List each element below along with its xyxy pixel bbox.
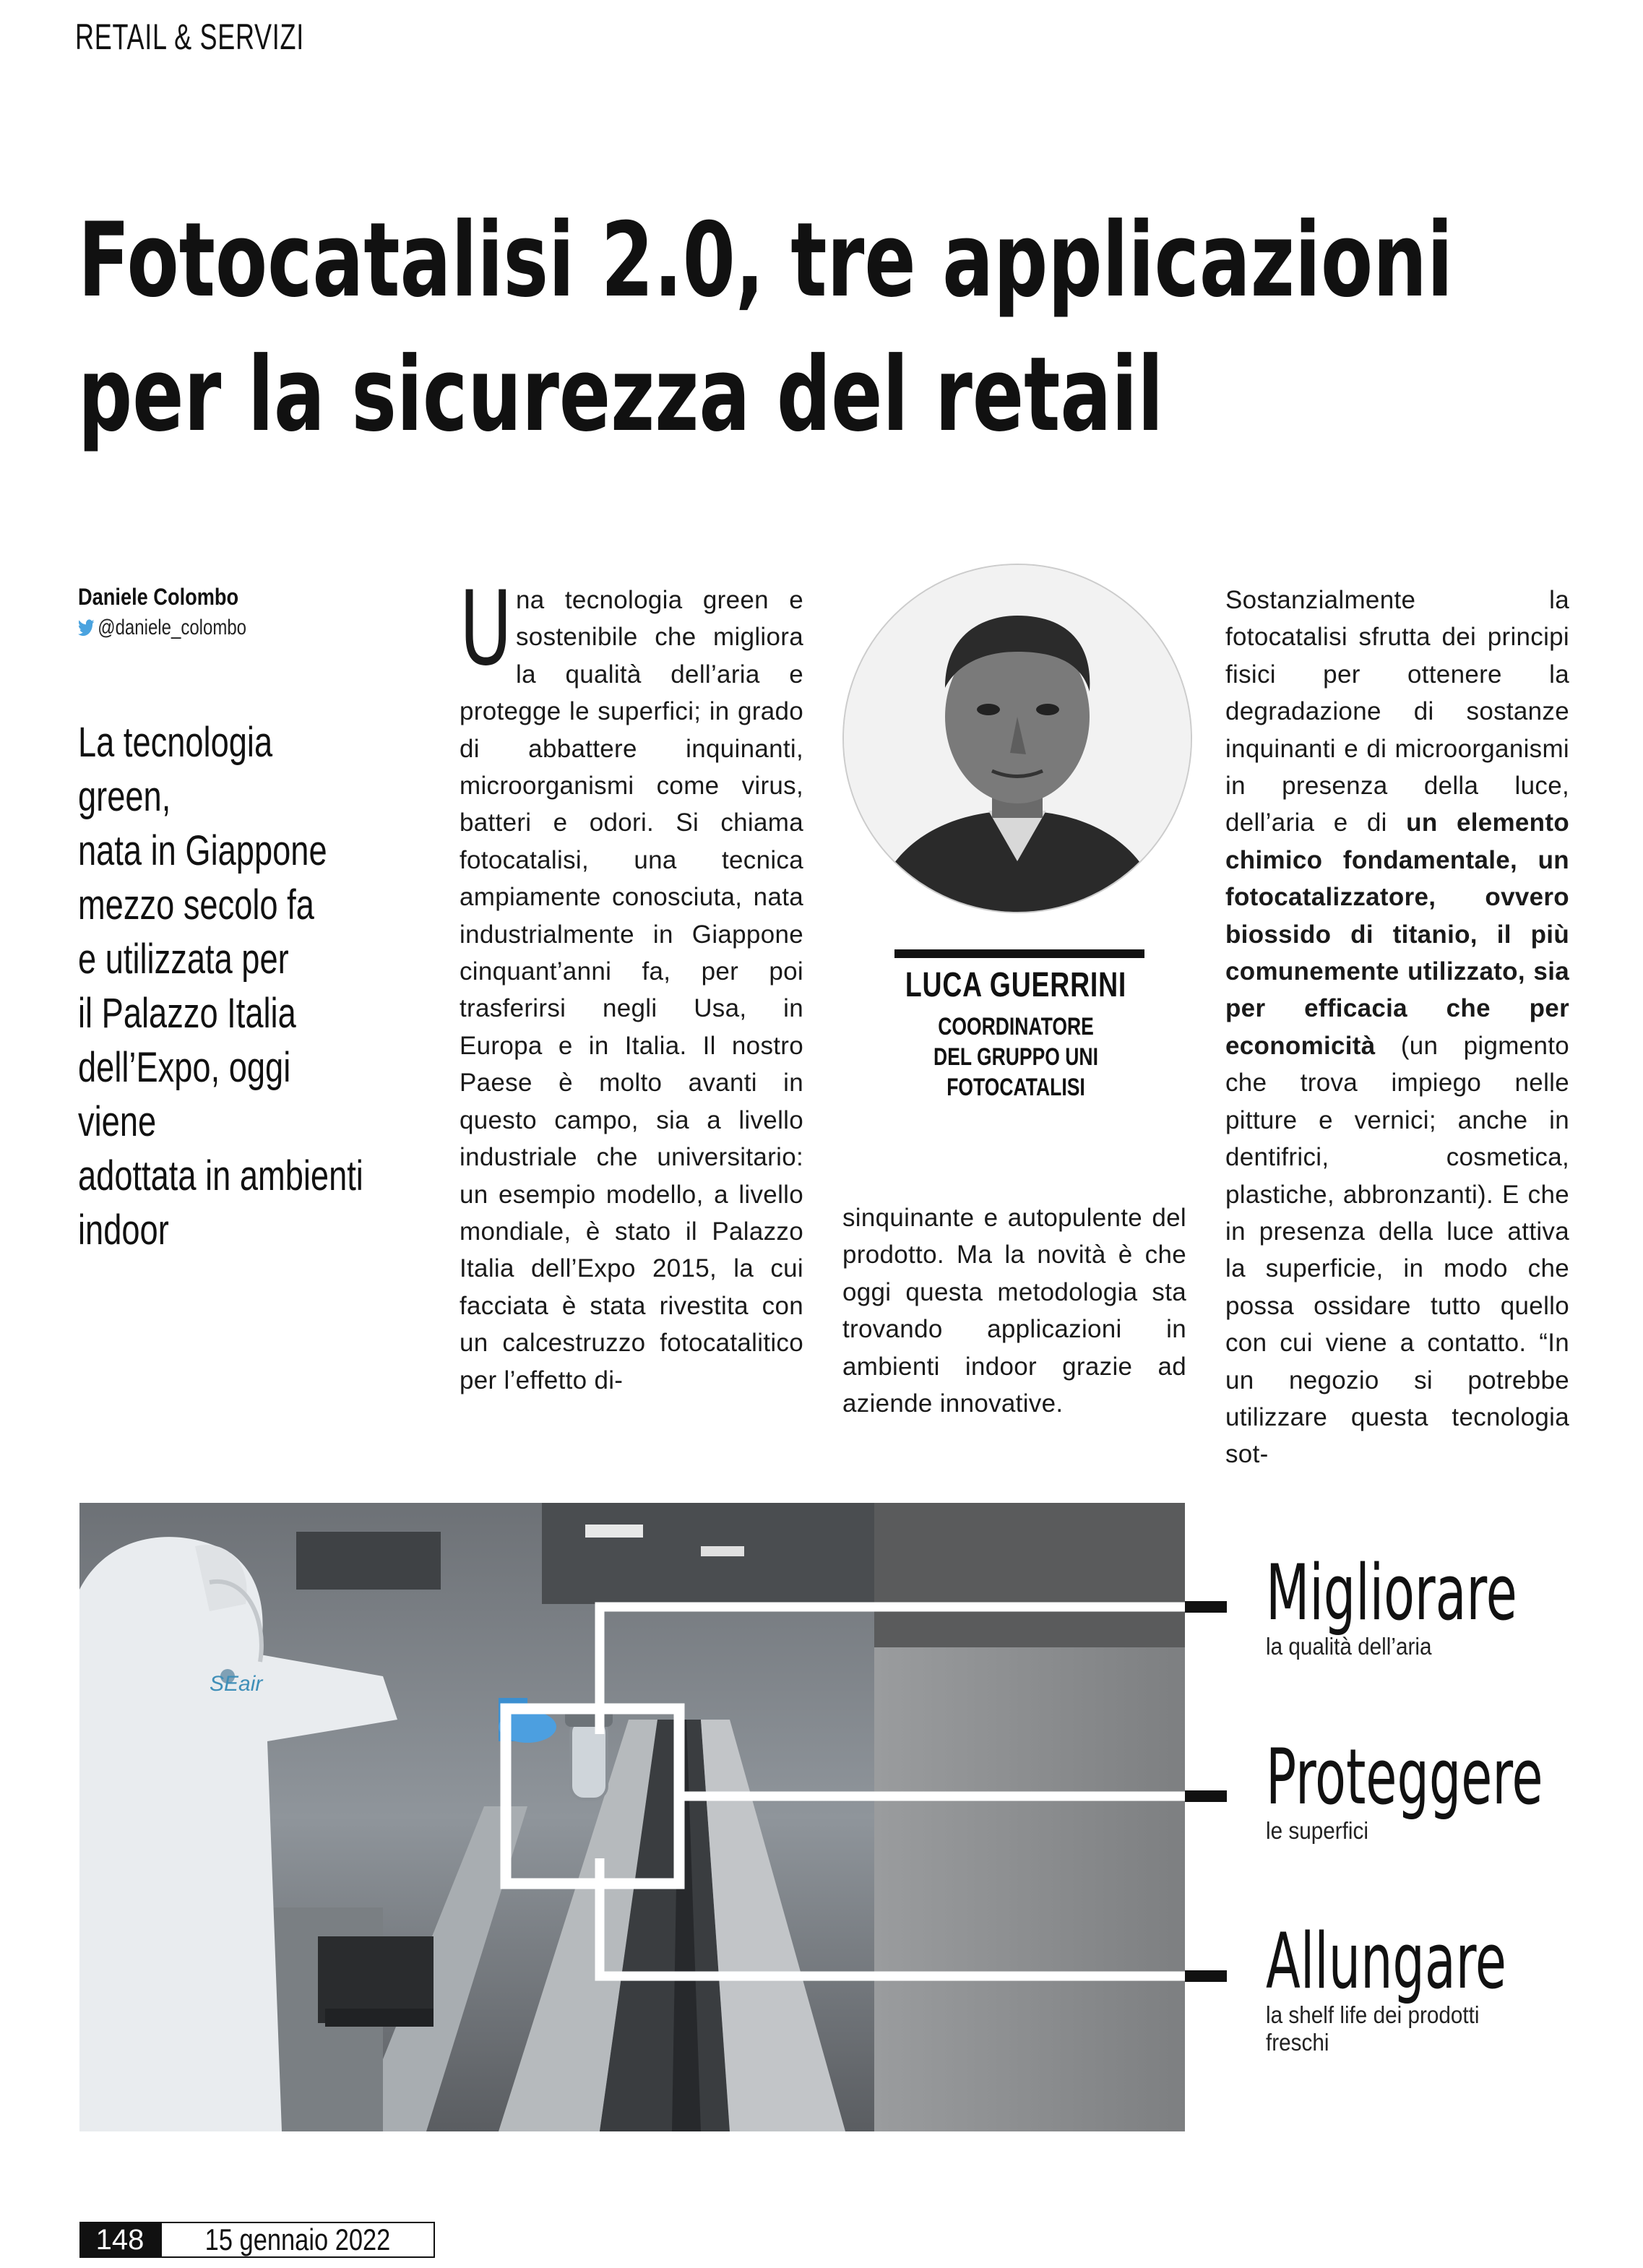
benefit-subtitle: freschi: [1266, 2029, 1329, 2056]
benefit-subtitle: la qualità dell’aria: [1266, 1633, 1432, 1660]
standfirst-line: il Palazzo Italia: [78, 990, 296, 1037]
body-text: sinquinante e autopulente del prodotto. Ma la novità è che oggi questa metodologia sta trovando applicazioni in ambienti indoor grazie ad aziende innovative.: [842, 1204, 1186, 1418]
author-handle[interactable]: @daniele_colombo: [98, 616, 247, 639]
benefit-title: Migliorare: [1266, 1548, 1517, 1637]
standfirst-line: indoor: [78, 1207, 169, 1254]
body-text: Sostanzialmente la fotocatalisi sfrutta dei principi fisici per ottenere la degradazione di sostanze inquinanti e di microorganismi in presenza della luce, dell’aria e di un elemento chimico fondamentale, un fotocatalizzatore, ovvero biossido di titanio, il più comunemente utilizzato, sia per efficacia che per economicità (un pigmento che trova impiego nelle pitture e vernici; anche in dentifrici, cosmetica, plastiche, abbronzanti). E che in presenza della luce attiva la superficie, in modo che possa ossidare tutto quello con cui viene a contatto. “In un negozio si potrebbe utilizzare questa tecnologia sot-: [1225, 586, 1569, 1469]
headline-line-2: per la sicurezza del retail: [78, 335, 1164, 454]
portrait-role-line: DEL GRUPPO UNI: [933, 1043, 1098, 1071]
suit-logo: SEair: [210, 1672, 263, 1696]
body-text: na tecnologia green e sostenibile che migliora la qualità dell’aria e protegge le superfici; in grado di abbattere inquinanti, microorganismi come virus, batteri e odori. Si chiama fotocatalisi, una tecnica ampiamente conosciuta, nata industrialmente in Giappone cinquant’anni fa, per poi trasferirsi negli Usa, in Europa e in Italia. Il nostro Paese è molto avanti in questo campo, sia a livello industriale che universitario: un esempio modello, a livello mondiale, è stato il Palazzo Italia dell’Expo 2015, la cui facciata è stata rivestita con un calcestruzzo fotocatalitico per l’effetto di-: [460, 586, 803, 1394]
author-name: Daniele Colombo: [78, 584, 239, 610]
body-emphasis: un elemento chimico fondamentale, un fotocatalizzatore, ovvero biossido di titanio, il più comunemente utilizzato, sia per efficacia che per economicità: [1225, 809, 1569, 1060]
page-number: 148: [79, 2222, 160, 2258]
callout-markers: [1185, 1601, 1227, 1982]
benefit-title: Proteggere: [1266, 1733, 1543, 1821]
drop-cap: U: [460, 569, 512, 689]
standfirst-line: adottata in ambienti: [78, 1152, 363, 1199]
benefit-migliorare: [1266, 1548, 1643, 1660]
standfirst-line: nata in Giappone: [78, 827, 327, 874]
section-label: RETAIL & SERVIZI: [75, 17, 304, 57]
standfirst-line: dell’Expo, oggi viene: [78, 1044, 291, 1145]
benefit-title: Allungare: [1266, 1917, 1506, 2006]
callout-connectors: [506, 1607, 1188, 1976]
issue-date: 15 gennaio 2022: [204, 2222, 391, 2256]
standfirst-line: e utilizzata per: [78, 936, 289, 983]
portrait-role-line: COORDINATORE: [938, 1013, 1094, 1040]
standfirst-line: La tecnologia green,: [78, 719, 273, 820]
benefit-allungare: [1266, 1917, 1630, 2056]
portrait-role-line: FOTOCATALISI: [946, 1074, 1085, 1101]
standfirst-line: mezzo secolo fa: [78, 881, 314, 928]
benefit-proteggere: [1266, 1733, 1643, 1845]
benefit-subtitle: la shelf life dei prodotti: [1266, 2001, 1480, 2028]
benefit-subtitle: le superfici: [1266, 1817, 1368, 1844]
portrait-name: LUCA GUERRINI: [905, 966, 1127, 1004]
headline-line-1: Fotocatalisi 2.0, tre applicazioni: [78, 201, 1453, 320]
